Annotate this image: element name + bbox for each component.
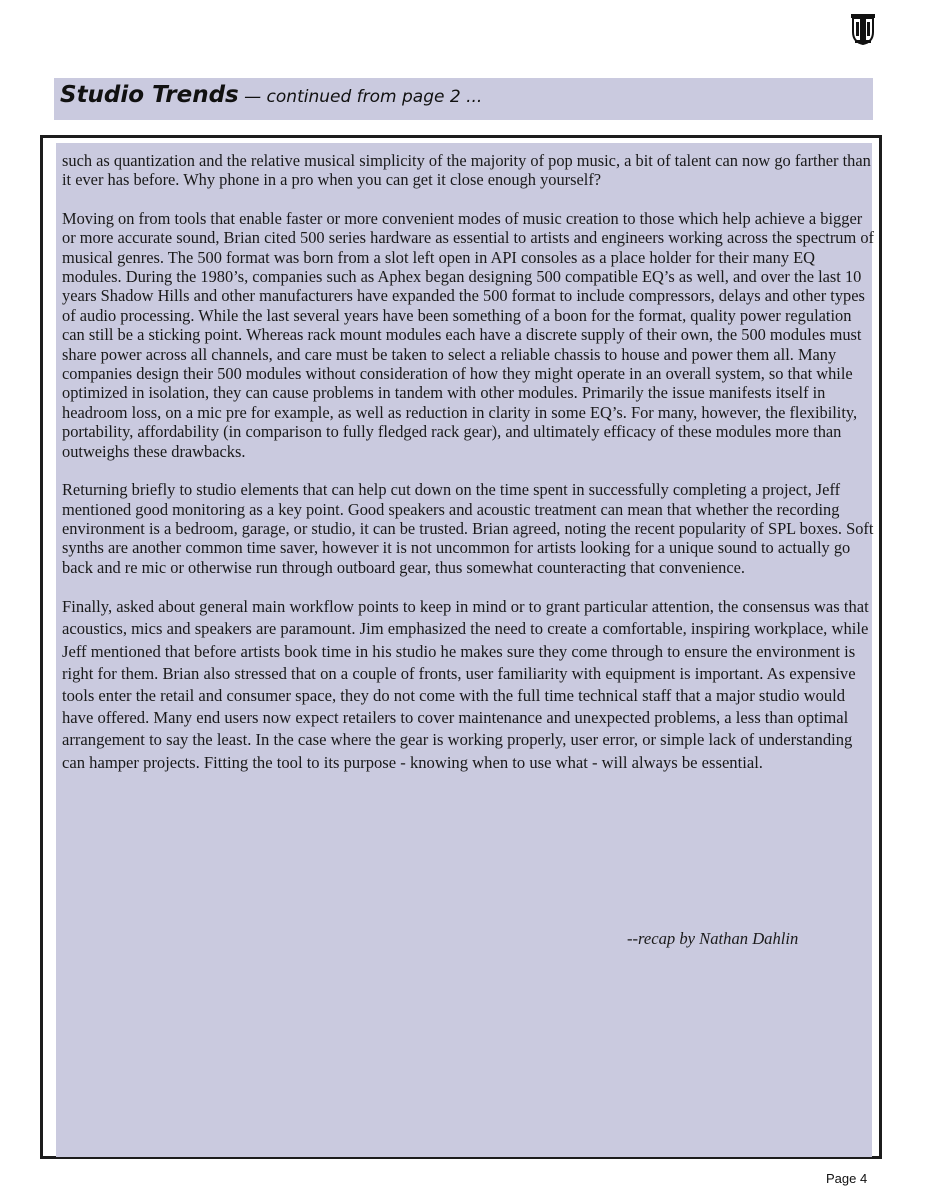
article-paragraph-1: such as quantization and the relative musical simplicity of the majority of pop music, a bit of talent can now go farther than it ever has before. Why phone in a pro when you can get it close enough yourself? xyxy=(62,151,871,190)
section-subtitle: — continued from page 2 ... xyxy=(238,87,483,107)
article-frame xyxy=(40,135,882,1159)
article-paragraph-2: Moving on from tools that enable faster or more convenient modes of music creation to those which help achieve a bigger or more accurate sound, Brian cited 500 series hardware as essential to artists and engineers working across the spectrum of musical genres. The 500 format was born from a slot left open in API consoles as a place holder for their many EQ modules. During the 1980’s, companies such as Aphex began designing 500 compatible EQ’s as well, and over the last 10 years Shadow Hills and other manufacturers have expanded the 500 format to include compressors, delays and other types of audio processing. While the last several years have been something of a boon for the format, quality power regulation can still be a sticking point. Whereas rack mount modules each have a discrete supply of their own, the 500 modules must share power across all channels, and care must be taken to select a reliable chassis to house and power them all. Many companies design their 500 modules without consideration of how they might operate in an overall system, so that while optimized in isolation, they can cause problems in tandem with other modules. Primarily the issue manifests itself in headroom loss, on a mic pre for example, as well as reduction in clarity in some EQ’s. For many, however, the flexibility, portability, affordability (in comparison to fully fledged rack gear), and ultimately efficacy of these modules more than outweighs these drawbacks. xyxy=(62,208,874,461)
article-paragraph-3: Returning briefly to studio elements that can help cut down on the time spent in successfully completing a project, Jeff mentioned good monitoring as a key point. Good speakers and acoustic treatment can mean that whether the recording environment is a bedroom, garage, or studio, it can be trusted. Brian agreed, noting the recent popularity of SPL boxes. Soft synths are another common time saver, however it is not uncommon for artists looking for a unique sound to actually go back and re mic or otherwise run through outboard gear, thus somewhat counteracting that convenience. xyxy=(62,480,874,577)
article-body xyxy=(62,151,874,793)
page-number: Page 4 xyxy=(826,1171,868,1186)
article-paragraph-4: Finally, asked about general main workflow points to keep in mind or to grant particular attention, the consensus was that acoustics, mics and speakers are paramount. Jim emphasized the need to create a comfortable, inspiring workplace, while Jeff mentioned that before artists book time in his studio he makes sure they come through to ensure the environment is right for them. Brian also stressed that on a couple of fronts, user familiarity with equipment is important. As expensive tools enter the retail and consumer space, they do not come with the full time technical staff that a major studio would have offered. Many end users now expect retailers to cover maintenance and unexpected problems, a less than optimal arrangement to say the least. In the case where the gear is working properly, user error, or simple lack of understanding can hamper projects. Fitting the tool to its purpose - knowing when to use what - will always be essential. xyxy=(62,597,869,772)
section-title: Studio Trends — continued from page 2 ... xyxy=(60,82,483,108)
article-panel xyxy=(56,143,872,1157)
article-byline: --recap by Nathan Dahlin xyxy=(627,929,799,948)
publication-emblem-icon xyxy=(848,12,878,46)
section-header xyxy=(54,78,873,120)
